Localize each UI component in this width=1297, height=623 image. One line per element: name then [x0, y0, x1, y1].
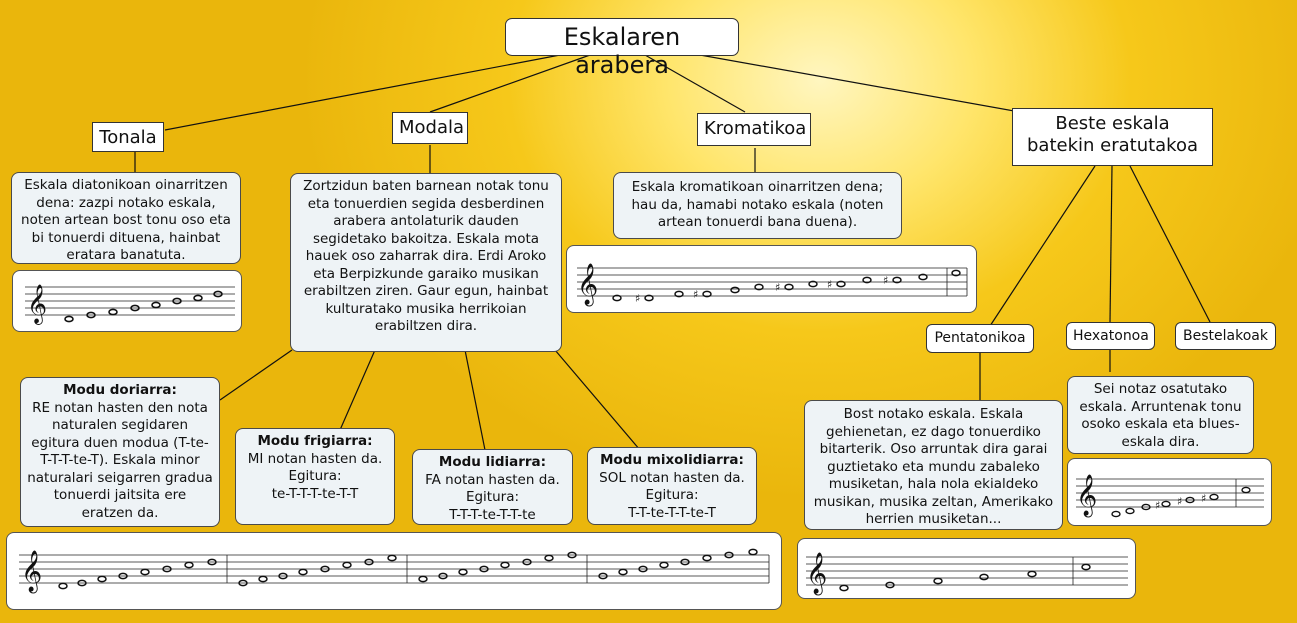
mode-lidiarra-line1: FA notan hasten da.: [425, 471, 560, 488]
staff-kromatikoa-notation: [567, 246, 976, 312]
mode-mixolidiarra-line3: T-T-te-T-T-te-T: [628, 504, 716, 521]
mode-doriarra-text: RE notan hasten den nota naturalen segidaren egitura duen modua (T-te-T-T-T-te-T). Eskala minor naturalari seigarren gradua tonuerdi jaitsita ere eratzen da.: [27, 399, 213, 521]
label-hexatonoa: Hexatonoa: [1066, 322, 1155, 350]
svg-text:♯: ♯: [1177, 495, 1183, 508]
mode-lidiarra-line2: Egitura:: [465, 489, 520, 505]
mode-frigiarra: [235, 428, 395, 525]
svg-text:♯: ♯: [635, 292, 641, 305]
label-bestelakoak: Bestelakoak: [1175, 322, 1276, 350]
svg-text:♯: ♯: [827, 278, 833, 291]
mode-frigiarra-line1: MI notan hasten da.: [247, 450, 383, 467]
svg-text:𝄞: 𝄞: [806, 553, 828, 594]
mode-mixolidiarra-line2: Egitura:: [645, 487, 699, 503]
svg-text:♯: ♯: [693, 288, 699, 301]
svg-text:♯: ♯: [775, 281, 781, 294]
description-hexatonoa: Sei notaz osatutako eskala. Arruntenak tonu osoko eskala eta blues-eskala dira.: [1067, 376, 1254, 454]
category-kromatikoa: Kromatikoa: [697, 113, 811, 146]
staff-pentatonikoa: [797, 538, 1136, 599]
mode-frigiarra-title: Modu frigiarra:: [257, 433, 373, 449]
staff-hexatonoa: [1067, 458, 1272, 526]
mode-mixolidiarra-title: Modu mixolidiarra:: [600, 452, 744, 468]
svg-text:𝄞: 𝄞: [577, 264, 599, 305]
svg-text:♯: ♯: [883, 274, 889, 287]
staff-tonala-notation: [13, 271, 241, 331]
description-kromatikoa: Eskala kromatikoan oinarritzen dena; hau da, hamabi notako eskala (noten artean tonuerdi bana duena).: [613, 172, 902, 239]
svg-text:𝄞: 𝄞: [21, 551, 43, 592]
svg-text:𝄞: 𝄞: [27, 284, 48, 324]
main-title: Eskalaren arabera: [505, 18, 739, 56]
mode-doriarra-title: Modu doriarra:: [63, 382, 177, 398]
staff-modes: [6, 532, 782, 610]
staff-pentatonikoa-notation: [798, 539, 1135, 598]
mode-lidiarra: [412, 449, 573, 525]
mode-lidiarra-title: Modu lidiarra:: [438, 454, 547, 470]
mode-mixolidiarra-line1: SOL notan hasten da.: [599, 469, 745, 486]
description-modala: Zortzidun baten barnean notak tonu eta tonuerdien segida desberdinen arabera antolaturik dauden segidetako bakoitza. Eskala mota hauek oso zaharrak dira. Erdi Aroko eta Berpizkunde garaiko musikan erabiltzen ziren. Gaur egun, hainbat kulturatako musika herrikoian erabiltzen dira.: [290, 173, 562, 352]
description-tonala: Eskala diatonikoan oinarritzen dena: zazpi notako eskala, noten artean bost tonu oso eta bi tonuerdi dituena, hainbat eratara banatuta.: [11, 172, 241, 264]
staff-kromatikoa: [566, 245, 977, 313]
label-pentatonikoa: Pentatonikoa: [926, 324, 1034, 353]
mode-lidiarra-line3: T-T-T-te-T-T-te: [449, 506, 536, 523]
mode-doriarra: [20, 377, 220, 527]
svg-text:𝄞: 𝄞: [1076, 475, 1098, 516]
staff-tonala: [12, 270, 242, 332]
staff-modes-notation: [7, 533, 781, 609]
staff-hexatonoa-notation: [1068, 459, 1271, 525]
description-pentatonikoa: Bost notako eskala. Eskala gehienetan, ez dago tonuerdiko bitarterik. Oso arruntak dira garai guztietako eta mundu zabaleko musiketan, hala nola ekialdeko musikan, musika zeltan, Amerikako herrien musiketan...: [804, 400, 1063, 530]
mode-frigiarra-line3: te-T-T-T-te-T-T: [271, 485, 359, 502]
mode-mixolidiarra: [587, 447, 757, 525]
category-modala: Modala: [392, 112, 468, 144]
category-beste-eskala: Beste eskala batekin eratutakoa: [1012, 108, 1213, 166]
svg-text:♯: ♯: [1155, 499, 1161, 512]
mode-frigiarra-line2: Egitura:: [288, 468, 342, 484]
svg-text:♯: ♯: [1201, 492, 1207, 505]
category-tonala: Tonala: [92, 122, 164, 152]
